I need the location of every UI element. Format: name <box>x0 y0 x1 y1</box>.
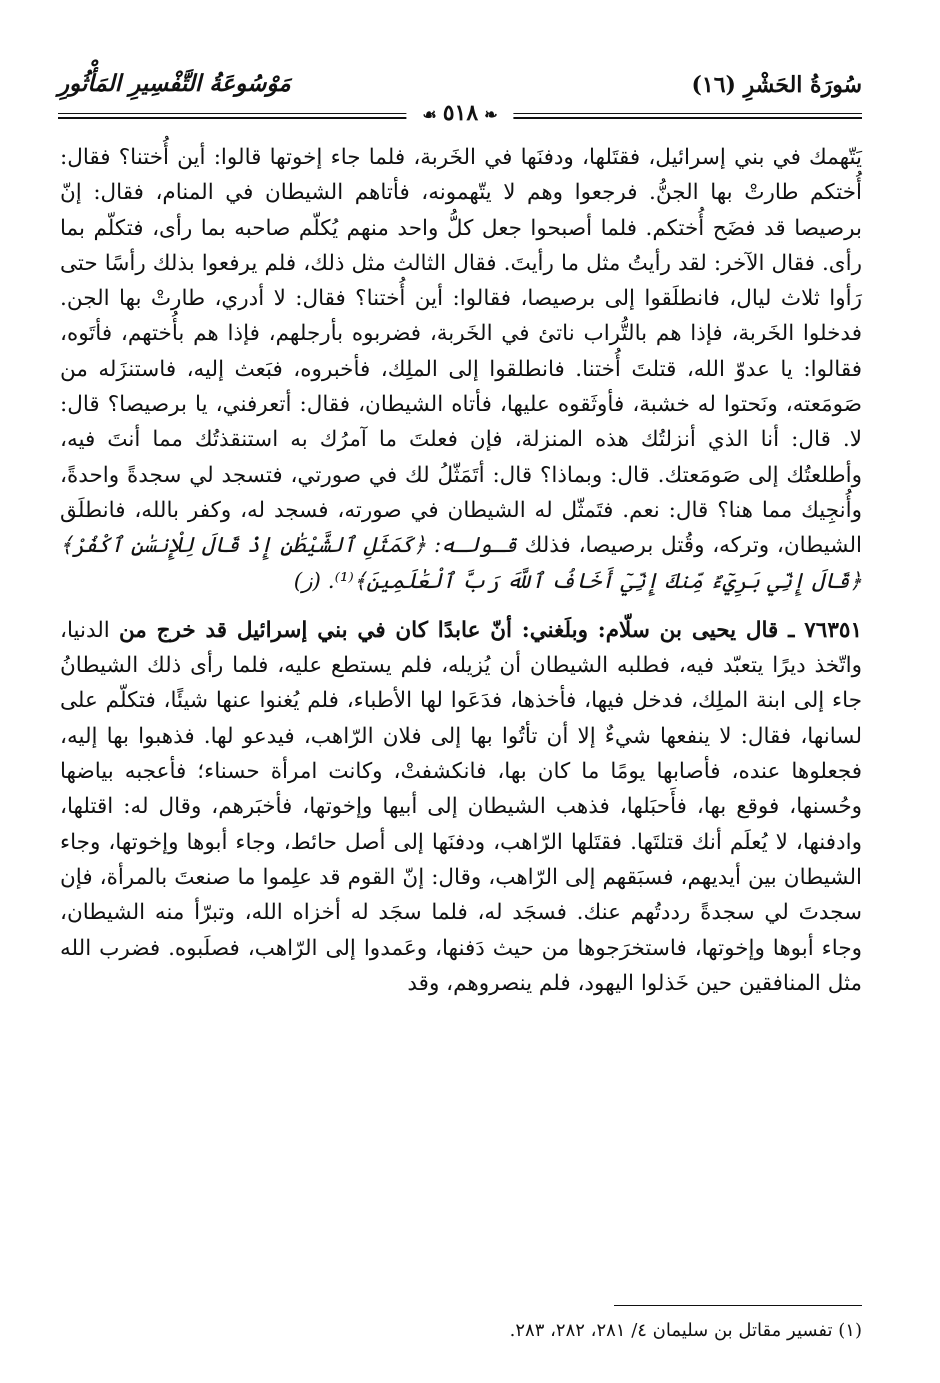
text-line: أنك قتلتَها. فقتَلها الرّاهب، ودفنَها إلى أصل حائط، وجاء أبوها وإخوتها، وجاء <box>60 829 722 855</box>
surah-number: (١٦) <box>691 72 736 98</box>
footnote: (١) تفسير مقاتل بن سليمان ٤/ ٢٨١، ٢٨٢، ٢٨٣. <box>509 1320 862 1341</box>
text-line: بالمرأة، فإن سجدتَ لي سجدةً رددتُهم عنك. فسجَد له، فلما سجَد له أخزاه الله، <box>60 864 862 926</box>
text-line: برصيصا، فقالوا: أين أُختنا؟ فقال: لا أدري، طارتْ بها الجن. فدخلوا الخَربة، <box>60 286 862 347</box>
text-line: ذلك الشيطانُ جاء إلى ابنة الملِك، فدخل فيها، فأخذها، فدَعَوا لها الأطباء، فلم <box>60 653 863 714</box>
text-line: الرّاهب، فصلَبوه. فضرب الله مثل المنافقين حين خَذلوا اليهود، فلم ينصروهم، وقد <box>60 935 862 996</box>
narration-number-line: ٧٦٣٥١ ـ قال يحيى بن سلّام: وبلَغني: أنّ عابدًا كان في بني إسرائيل قد خرج من <box>118 617 862 643</box>
footnote-rule <box>614 1305 862 1306</box>
quran-verse-line: رَبَّ ٱلْعَٰلَمِينَ﴾⁽¹⁾. (ز) <box>293 568 500 594</box>
surah-header <box>691 72 862 98</box>
text-line: برصيصا؟ قال: لا. قال: أنا الذي أنزلتُك هذه المنزلة، فإن فعلتَ ما آمرُك به <box>60 392 862 453</box>
text-line: الدنيا، واتّخذ ديرًا يتعبّد فيه، فطلبه الشيطان أن يُزيله، فلم يستطع عليه، فلما رأى <box>60 617 863 679</box>
text-line: يَتّهمك في بني إسرائيل، فقتَلها، ودفنَها في الخَربة، فلما جاء إخوتها قالوا: أين <box>177 145 862 170</box>
text-line: استنقذتُك مما أنتَ فيه، وأطلعتُك إلى صَومَعتك. قال: وبماذا؟ قال: أتَمَثّلُ لك في <box>60 427 862 488</box>
text-line: الشيطان بين أيديهم، فسبَقهم إلى الرّاهب، وقال: إنّ القوم قد علِموا ما صنعتَ <box>174 864 862 890</box>
text-line: صَومَعته، ونَحتوا له خشبة، فأوثَقوه عليها، فأتاه الشيطان، فقال: أتعرفني، يا <box>195 392 862 418</box>
text-line: فانكشفتْ، وكانت امرأة حسناء؛ فأعجبه بياضها وحُسنها، فوقع بها، فأَحبَلها، <box>60 759 863 820</box>
text-line: فذهب الشيطان إلى أبيها وإخوتها، فأخبَرهم، وقال له: اقتلها، وادفنها، لا يُعلَم <box>60 794 862 855</box>
text-line: في صورته، فسجد له، وكفر بالله، فانطلَق الشيطان، وتركه، وقُتل برصيصا، فذلك <box>60 497 863 559</box>
text-line: يا عدوّ الله، قتلتَ أُختنا. فانطلقوا إلى الملِك، فأخبروه، فبَعث إليه، فاستنزَله من <box>60 356 793 382</box>
surah-title: سُورَةُ الحَشْرِ <box>743 72 862 98</box>
text-line: يُغنوا عنها شيئًا، فتكلّم على لسانها، فقال: لا ينفعها شيءٌ إلا أن تأتُوا بها إلى فلان <box>60 688 862 749</box>
text-line: فإذا هم بالتُّراب ناتئ في الخَربة، فضربوه بأرجلهم، فإذا هم بأُختهم، فأتَوه، فقالوا: <box>60 321 862 382</box>
page-number-block <box>406 100 513 126</box>
book-title: مَوْسُوعَةُ التَّفْسِيرِ المَأْثُورِ <box>58 70 291 97</box>
text-line: الرّاهب، فيدعو لها. فذهبوا بها إليه، فجعلوها عنده، فأصابها يومًا ما كان بها، <box>60 723 862 785</box>
text-line: صورتي، فتسجد لي سجدةً واحدةً، وأُنجِيك مما هنا؟ قال: نعم. فتَمثّل له الشيطان <box>60 462 863 523</box>
quran-verse-line: قـولـه: ﴿كَمَثَلِ ٱلشَّيْطَٰنِ إِذْ قَالَ لِلْإِنسَٰنِ ٱكْفُرْ﴾ ﴿قَالَ إِنِّي بَرِيٓءٌ مِّنكَ إِنِّيٓ أَخَافُ ٱللَّهَ <box>60 533 862 594</box>
page-body <box>60 140 862 1001</box>
text-line: المنام، فقال: إنّ برصيصا قد فضَح أُختكم. فلما أصبحوا جعل كلُّ واحد منهم <box>60 180 862 241</box>
text-line: أُختنا؟ فقال: أُختكم طارتْ بها الجنُّ. فرجعوا وهم لا يتّهمونه، فأتاهم الشيطان في <box>60 145 862 206</box>
page-number: ٥١٨ <box>442 100 479 126</box>
text-line: يُكلّم صاحبه بما رأى، فتكلّم بما رأى. فقال الآخر: لقد رأيتُ مثل ما رأيتَ. فقال <box>60 215 862 276</box>
paragraph-1 <box>60 140 862 599</box>
page-header <box>58 64 862 124</box>
ornament-icon: ☙ <box>422 105 437 124</box>
ornament-icon: ❧ <box>484 105 498 124</box>
text-line: وتبرّأ منه الشيطان، وجاء أبوها وإخوتها، فاستخرَجوها من حيث دَفنها، وعَمدوا إلى <box>60 900 862 961</box>
text-line: الثالث مثل ذلك، فلم يرفعوا بذلك رأسًا حتى رَأوا ثلاث ليال، فانطلَقوا إلى <box>60 250 862 312</box>
paragraph-2 <box>60 613 862 1001</box>
